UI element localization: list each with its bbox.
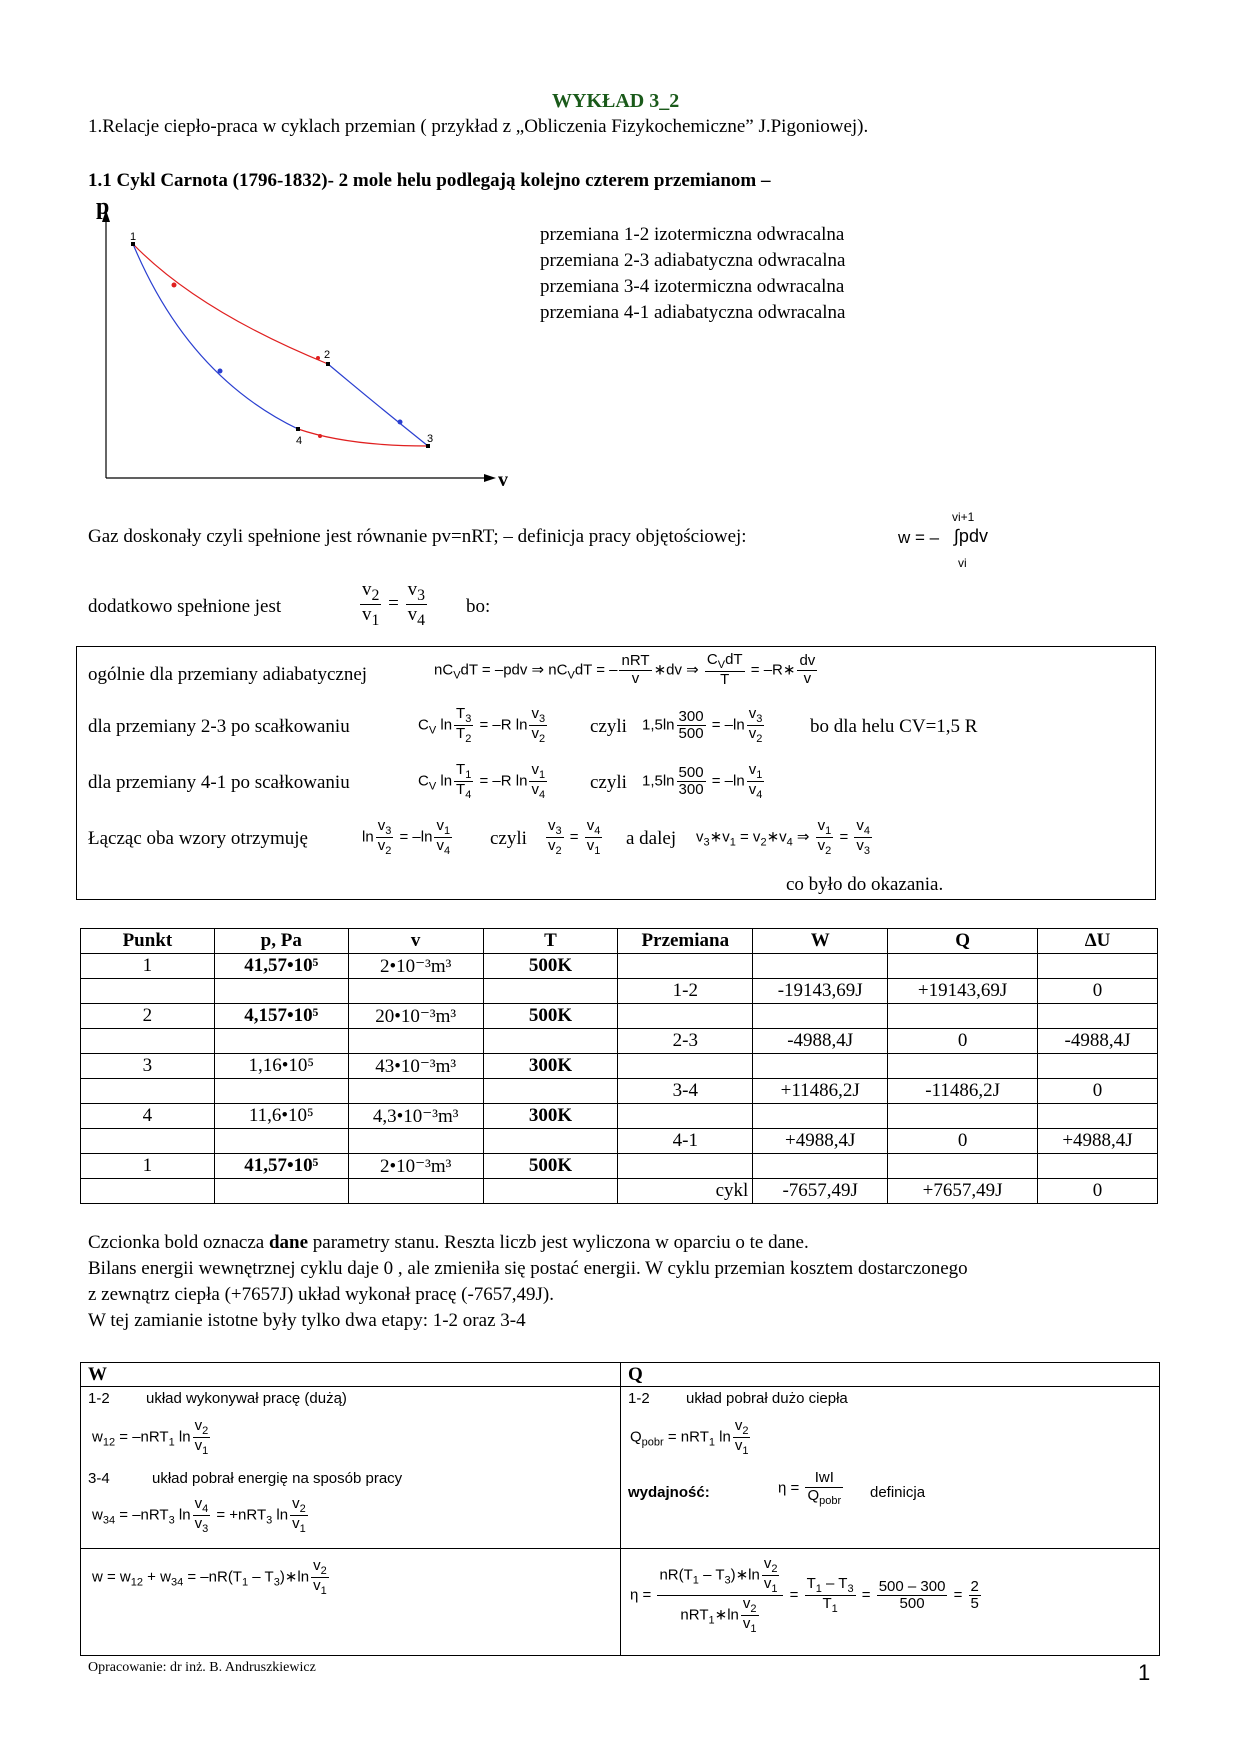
table-cell <box>483 1079 618 1104</box>
table-row <box>81 1029 1158 1054</box>
table-cell <box>1038 1004 1158 1029</box>
w-34-text: układ pobrał energię na sposób pracy <box>152 1470 403 1487</box>
table-cell: 2 <box>81 1004 215 1029</box>
table-cell <box>483 1179 618 1204</box>
gas-ideal-text: Gaz doskonały czyli spełnione jest równanie pv=nRT; – definicja pracy objętościowej: <box>88 526 747 547</box>
table-row <box>81 1004 1158 1029</box>
table-cell: 0 <box>1038 979 1158 1004</box>
table-cell: 4,157•10⁵ <box>214 1004 348 1029</box>
bo-label: bo: <box>466 596 491 617</box>
table-cell <box>753 1054 888 1079</box>
note-energy-balance: Bilans energii wewnętrznej cyklu daje 0 , ale zmieniła się postać energii. W cyklu przemian kosztem dostarczonego <box>88 1258 968 1279</box>
table-cell <box>483 979 618 1004</box>
table-cell <box>888 1004 1038 1029</box>
q-header: Q <box>628 1364 643 1385</box>
table-cell: 1,16•10⁵ <box>214 1054 348 1079</box>
table-cell: 500K <box>483 1004 618 1029</box>
czyli-label: czyli <box>590 772 627 793</box>
table-cell <box>214 1129 348 1154</box>
table-cell <box>214 979 348 1004</box>
point-label: 3 <box>427 433 434 445</box>
table-row <box>81 954 1158 979</box>
isotherm-3-4 <box>298 429 428 446</box>
table-header-row <box>81 929 1158 954</box>
adiabatic-text: ogólnie dla przemiany adiabatycznej <box>88 664 368 685</box>
q-12-text: układ pobrał dużo ciepła <box>686 1390 848 1407</box>
a-dalej-label: a dalej <box>626 828 677 849</box>
note-stages: W tej zamianie istotne były tylko dwa etapy: 1-2 oraz 3-4 <box>88 1310 526 1331</box>
combine-text: Łącząc oba wzory otrzymuję <box>88 828 308 849</box>
table-cell: +11486,2J <box>753 1079 888 1104</box>
table-cell <box>483 1129 618 1154</box>
table-cell <box>618 1054 753 1079</box>
combine-equation: ln $\frac{v_3}{v_2}$ = –ln $\frac{v_1}{v_4}$ <box>362 817 451 858</box>
table-cell <box>753 1004 888 1029</box>
table-cell <box>348 1129 483 1154</box>
czyli-label: czyli <box>490 828 527 849</box>
efficiency-equation: η = $\frac{\text{IwI}}{Q_{pobr}}$ <box>778 1469 842 1507</box>
table-cell <box>753 954 888 979</box>
point-label: 2 <box>324 349 331 361</box>
table-cell <box>81 1129 215 1154</box>
table-cell: 20•10⁻³m³ <box>348 1004 483 1029</box>
table-cell <box>214 1079 348 1104</box>
step-2-3-equation: $C_V$ ln $\frac{T_3}{T_2}$ = –R ln $\frac{v_3}{v_2}$ <box>418 705 546 746</box>
table-header-cell: T <box>483 929 618 954</box>
table-cell <box>81 1079 215 1104</box>
table-cell: 0 <box>888 1129 1038 1154</box>
page-title: WYKŁAD 3_2 <box>552 90 680 112</box>
table-cell: 3-4 <box>618 1079 753 1104</box>
footer-author: Opracowanie: dr inż. B. Andruszkiewicz <box>88 1660 316 1675</box>
efficiency-label: wydajność: <box>628 1484 710 1501</box>
table-cell <box>348 979 483 1004</box>
table-cell: -4988,4J <box>753 1029 888 1054</box>
table-cell: -19143,69J <box>753 979 888 1004</box>
table-row <box>81 1154 1158 1179</box>
table-cell <box>888 1054 1038 1079</box>
w-12-label: 1-2 <box>88 1390 110 1407</box>
table-row <box>81 1079 1158 1104</box>
note-text: Czcionka bold oznacza <box>88 1232 269 1253</box>
combine-result: $\frac{v_3}{v_2}$ = $\frac{v_4}{v_1}$ <box>548 817 601 858</box>
table-cell <box>888 954 1038 979</box>
table-cell <box>618 1004 753 1029</box>
table-cell: 1 <box>81 954 215 979</box>
transition-item: przemiana 3-4 izotermiczna odwracalna <box>540 276 845 297</box>
table-header-cell: Przemiana <box>618 929 753 954</box>
table-cell: 500K <box>483 954 618 979</box>
table-row <box>81 1129 1158 1154</box>
state-point-2 <box>326 362 330 366</box>
table-cell: 2•10⁻³m³ <box>348 954 483 979</box>
direction-marker <box>318 434 322 438</box>
integral-upper-limit: vi+1 <box>952 510 975 524</box>
section-heading: 1.1 Cykl Carnota (1796-1832)- 2 mole helu podlegają kolejno czterem przemianom – <box>88 170 771 191</box>
note-bold-word: dane <box>268 1232 309 1253</box>
table-header-cell: p, Pa <box>214 929 348 954</box>
table-cell <box>81 1179 215 1204</box>
final-equation: $v_3∗v_1$ = $v_2∗v_4$ ⇒ $\frac{v_1}{v_2}$ = $\frac{v_4}{v_3}$ <box>696 817 871 858</box>
p-axis-label: p <box>96 196 110 220</box>
integral-lower-limit: vi <box>958 556 967 570</box>
wq-header-line <box>80 1386 1160 1387</box>
note-bold-data <box>88 1232 809 1254</box>
point-label: 4 <box>296 435 303 447</box>
w-12-equation: $w_{12} = -nRT_1$ ln $\frac{v_2}{v_1}$ <box>92 1417 209 1458</box>
helium-note: bo dla helu CV=1,5 R <box>810 716 978 737</box>
transition-item: przemiana 4-1 adiabatyczna odwracalna <box>540 302 846 323</box>
step-4-1-text: dla przemiany 4-1 po scałkowaniu <box>88 772 350 793</box>
table-cell: 0 <box>1038 1079 1158 1104</box>
table-cell: +7657,49J <box>888 1179 1038 1204</box>
table-cell: +19143,69J <box>888 979 1038 1004</box>
table-cell: 0 <box>1038 1179 1158 1204</box>
w-12-text: układ wykonywał pracę (dużą) <box>146 1390 347 1407</box>
table-cell <box>214 1179 348 1204</box>
q-12-label: 1-2 <box>628 1390 650 1407</box>
table-cell: -11486,2J <box>888 1079 1038 1104</box>
table-cell: 2-3 <box>618 1029 753 1054</box>
table-cell <box>888 1154 1038 1179</box>
table-cell: -4988,4J <box>1038 1029 1158 1054</box>
w-34-label: 3-4 <box>88 1470 110 1487</box>
volume-ratio-equation: $\frac{v_2}{v_1}$ = $\frac{v_3}{v_4}$ <box>362 579 426 629</box>
qed-text: co było do okazania. <box>786 874 944 895</box>
table-cell <box>1038 1054 1158 1079</box>
table-cell: 2•10⁻³m³ <box>348 1154 483 1179</box>
page-number: 1 <box>1138 1660 1151 1685</box>
table-row <box>81 1179 1158 1204</box>
table-row <box>81 1054 1158 1079</box>
efficiency-result-equation: η = $nR(T_1$ – $T_3)∗\ln$ $\frac{v_2}{v_1}$ nRT$_1$∗ln $\frac{v_2}{v_1}$ = $\frac{T_1 - T_3}{T_1}$ = $\frac{500 - 300}{500}$ = $\frac{2}{5}$ <box>630 1555 979 1636</box>
step-2-3-numeric: 1,5ln $\frac{300}{500}$ = –ln $\frac{v_3}{v_2}$ <box>642 705 763 746</box>
wq-mid-line <box>80 1548 1160 1549</box>
table-cell: 43•10⁻³m³ <box>348 1054 483 1079</box>
wq-divider <box>620 1362 621 1656</box>
table-cell: 1 <box>81 1154 215 1179</box>
note-text: parametry stanu. Reszta liczb jest wyliczona w oparciu o te dane. <box>308 1232 809 1253</box>
step-4-1-numeric: 1,5ln $\frac{500}{300}$ = –ln $\frac{v_1}{v_4}$ <box>642 761 763 802</box>
table-cell <box>1038 1104 1158 1129</box>
table-row <box>81 1104 1158 1129</box>
table-cell: 500K <box>483 1154 618 1179</box>
transitions-list <box>540 222 845 326</box>
table-cell: 11,6•10⁵ <box>214 1104 348 1129</box>
step-2-3-text: dla przemiany 2-3 po scałkowaniu <box>88 716 350 737</box>
note-heat-work: z zewnątrz ciepła (+7657J) układ wykonał pracę (-7657,49J). <box>88 1284 555 1305</box>
table-cell <box>483 1029 618 1054</box>
direction-marker <box>398 420 403 425</box>
table-cell: 4-1 <box>618 1129 753 1154</box>
subtitle: 1.Relacje ciepło-praca w cyklach przemian ( przykład z „Obliczenia Fizykochemiczne” J.Pigoniowej). <box>88 116 869 137</box>
v-axis-arrow-icon <box>484 474 496 482</box>
table-cell: -7657,49J <box>753 1179 888 1204</box>
table-cell <box>753 1154 888 1179</box>
direction-marker <box>218 369 223 374</box>
w-34-equation: $w_{34} = -nRT_3$ ln $\frac{v_4}{v_3}$ = +nRT$_3$ ln $\frac{v_2}{v_1}$ <box>92 1495 306 1536</box>
czyli-label: czyli <box>590 716 627 737</box>
direction-marker <box>172 283 177 288</box>
table-header-cell: Punkt <box>81 929 215 954</box>
table-header-cell: v <box>348 929 483 954</box>
table-header-cell: ΔU <box>1038 929 1158 954</box>
table-cell <box>348 1179 483 1204</box>
table-header-cell: Q <box>888 929 1038 954</box>
table-cell <box>81 1029 215 1054</box>
adiabat-4-1 <box>133 244 298 429</box>
point-label: 1 <box>130 231 137 243</box>
table-cell: 300K <box>483 1054 618 1079</box>
integral-expression: ∫pdv <box>954 526 988 546</box>
table-cell: 1-2 <box>618 979 753 1004</box>
transition-item: przemiana 2-3 adiabatyczna odwracalna <box>540 250 846 271</box>
table-cell: +4988,4J <box>1038 1129 1158 1154</box>
table-row <box>81 979 1158 1004</box>
table-cell: cykl <box>618 1179 753 1204</box>
v-axis-label: v <box>498 469 508 491</box>
state-point-4 <box>296 427 300 431</box>
isotherm-1-2 <box>133 244 331 364</box>
state-table <box>80 928 1158 1204</box>
total-work-equation: $w = w_{12} + w_{34} = -nR(T_1$ – $T_3)∗\ln$ $\frac{v_2}{v_1}$ <box>92 1557 327 1598</box>
direction-marker <box>316 356 320 360</box>
transition-item: przemiana 1-2 izotermiczna odwracalna <box>540 224 845 245</box>
table-cell: +4988,4J <box>753 1129 888 1154</box>
also-text: dodatkowo spełnione jest <box>88 596 282 617</box>
table-cell <box>348 1079 483 1104</box>
table-cell: 3 <box>81 1054 215 1079</box>
table-cell <box>214 1029 348 1054</box>
table-cell <box>1038 1154 1158 1179</box>
table-cell: 41,57•10⁵ <box>214 1154 348 1179</box>
w-header: W <box>88 1364 107 1385</box>
table-cell <box>618 1154 753 1179</box>
table-cell <box>348 1029 483 1054</box>
adiabat-2-3 <box>328 364 428 446</box>
step-4-1-equation: $C_V$ ln $\frac{T_1}{T_4}$ = –R ln $\frac{v_1}{v_4}$ <box>418 761 546 802</box>
table-header-cell: W <box>753 929 888 954</box>
table-cell <box>753 1104 888 1129</box>
table-cell <box>618 954 753 979</box>
table-cell <box>888 1104 1038 1129</box>
table-cell: 300K <box>483 1104 618 1129</box>
work-definition-prefix: w = – <box>898 528 940 547</box>
q-pobr-equation: $Q_{pobr} = nRT_1$ ln $\frac{v_2}{v_1}$ <box>630 1417 749 1458</box>
table-cell: 41,57•10⁵ <box>214 954 348 979</box>
adiabatic-equation: $nC_VdT = -pdv$ ⇒ $nC_VdT$ = – $\frac{\text{nRT}}{v}$ ∗dv ⇒ $\frac{C_VdT}{T}$ = –R∗ $\frac{dv}{v}$ <box>434 651 816 689</box>
table-cell <box>618 1104 753 1129</box>
table-cell: 4,3•10⁻³m³ <box>348 1104 483 1129</box>
table-cell <box>1038 954 1158 979</box>
pv-diagram <box>88 196 528 496</box>
definition-label: definicja <box>870 1484 926 1501</box>
table-cell: 0 <box>888 1029 1038 1054</box>
table-cell <box>81 979 215 1004</box>
table-cell: 4 <box>81 1104 215 1129</box>
